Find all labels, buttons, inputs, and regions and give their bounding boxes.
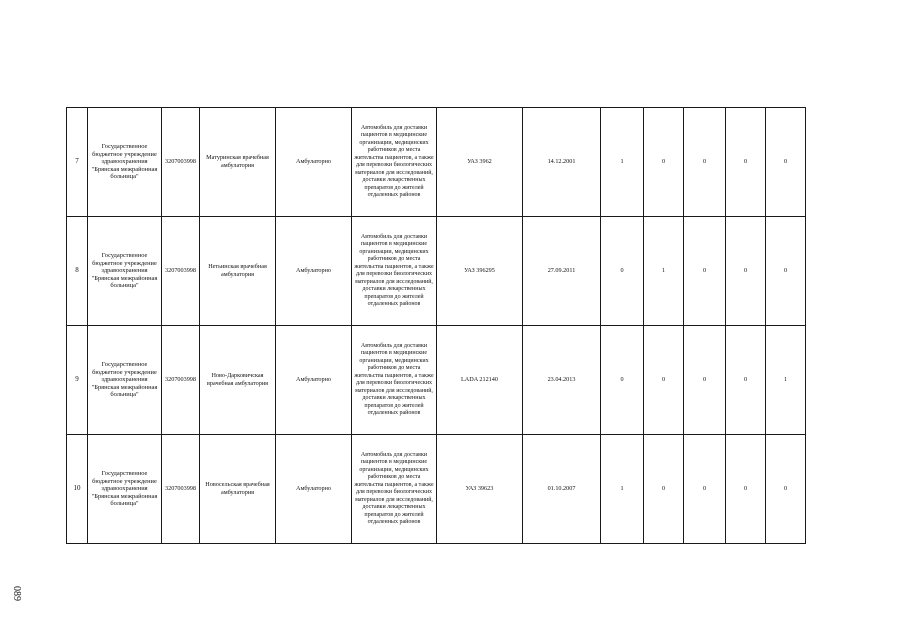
table-row [67,108,806,217]
count-cell-4: 0 [726,326,766,435]
vehicle-date: 01.10.2007 [523,435,601,544]
count-cell-2: 0 [644,435,684,544]
organization-inn: 3207003998 [162,326,200,435]
vehicle-model: LADA 212140 [437,326,523,435]
unit-name: Матуринская врачебная амбулатория [200,108,276,217]
organization-name: Государственное бюджетное учреждение здравоохранения "Брянская межрайонная больница" [88,217,162,326]
care-type: Амбулаторно [276,435,352,544]
vehicle-purpose: Автомобиль для доставки пациентов в медицинские организации, медицинских работников до места жительства пациентов, а также для перевозки биологических материалов для исследований, доставки лекарственных препаратов до жителей отдаленных районов [352,435,437,544]
organization-inn: 3207003998 [162,435,200,544]
count-cell-4: 0 [726,435,766,544]
count-cell-5: 0 [766,217,806,326]
count-cell-3: 0 [684,108,726,217]
count-cell-2: 1 [644,217,684,326]
unit-name: Нетьинская врачебная амбулатория [200,217,276,326]
count-cell-4: 0 [726,217,766,326]
care-type: Амбулаторно [276,108,352,217]
vehicle-date: 27.09.2011 [523,217,601,326]
vehicle-model: УАЗ 396295 [437,217,523,326]
vehicle-purpose: Автомобиль для доставки пациентов в медицинские организации, медицинских работников до места жительства пациентов, а также для перевозки биологических материалов для исследований, доставки лекарственных препаратов до жителей отдаленных районов [352,108,437,217]
organization-name: Государственное бюджетное учреждение здравоохранения "Брянская межрайонная больница" [88,435,162,544]
count-cell-2: 0 [644,326,684,435]
vehicle-model: УАЗ 39623 [437,435,523,544]
count-cell-1: 0 [601,326,644,435]
row-number: 7 [67,108,88,217]
count-cell-1: 1 [601,435,644,544]
count-cell-1: 0 [601,217,644,326]
organization-name: Государственное бюджетное учреждение здравоохранения "Брянская межрайонная больница" [88,108,162,217]
count-cell-5: 0 [766,108,806,217]
vehicle-purpose: Автомобиль для доставки пациентов в медицинские организации, медицинских работников до места жительства пациентов, а также для перевозки биологических материалов для исследований, доставки лекарственных препаратов до жителей отдаленных районов [352,217,437,326]
count-cell-2: 0 [644,108,684,217]
page-number: 089 [11,586,22,601]
count-cell-3: 0 [684,326,726,435]
count-cell-3: 0 [684,217,726,326]
care-type: Амбулаторно [276,217,352,326]
count-cell-3: 0 [684,435,726,544]
row-number: 10 [67,435,88,544]
table-row [67,435,806,544]
table-row [67,217,806,326]
vehicle-date: 14.12.2001 [523,108,601,217]
vehicle-model: УАЗ 3962 [437,108,523,217]
count-cell-5: 0 [766,435,806,544]
count-cell-4: 0 [726,108,766,217]
count-cell-5: 1 [766,326,806,435]
vehicle-table [66,107,806,544]
row-number: 8 [67,217,88,326]
count-cell-1: 1 [601,108,644,217]
unit-name: Ново-Дарковичская врачебная амбулатория [200,326,276,435]
unit-name: Новосельская врачебная амбулатория [200,435,276,544]
organization-name: Государственное бюджетное учреждение здравоохранения "Брянская межрайонная больница" [88,326,162,435]
table-row [67,326,806,435]
row-number: 9 [67,326,88,435]
vehicle-purpose: Автомобиль для доставки пациентов в медицинские организации, медицинских работников до места жительства пациентов, а также для перевозки биологических материалов для исследований, доставки лекарственных препаратов до жителей отдаленных районов [352,326,437,435]
organization-inn: 3207003998 [162,108,200,217]
organization-inn: 3207003998 [162,217,200,326]
vehicle-date: 23.04.2013 [523,326,601,435]
care-type: Амбулаторно [276,326,352,435]
